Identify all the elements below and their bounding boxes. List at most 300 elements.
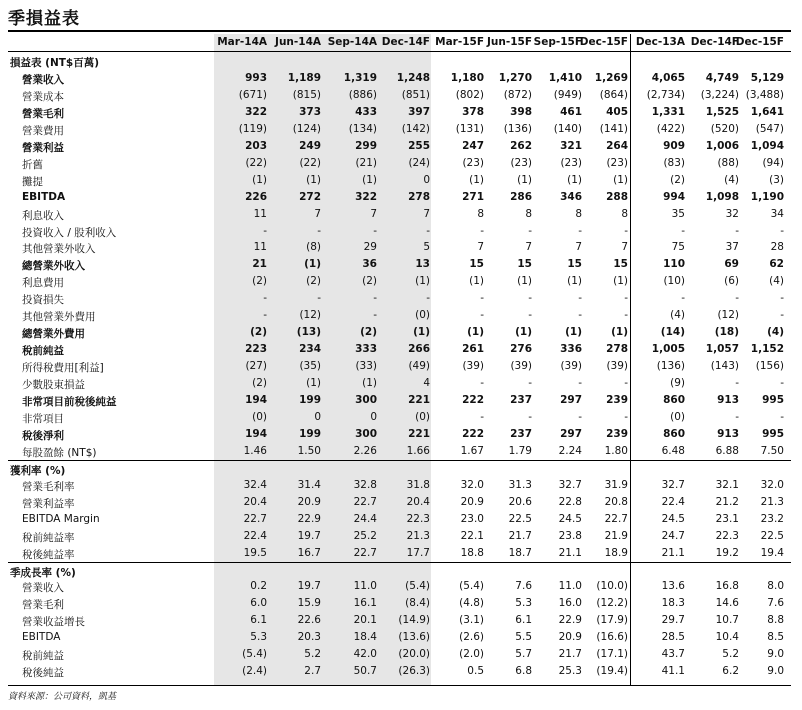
table-cell: 0 — [423, 173, 430, 186]
table-cell: 278 — [408, 190, 430, 203]
table-cell: 264 — [606, 139, 628, 152]
row-label: 獲利率 (%) — [10, 464, 66, 477]
table-cell: 994 — [663, 190, 685, 203]
table-cell: 62 — [769, 258, 784, 271]
table-cell: - — [480, 224, 484, 237]
table-cell: 21.3 — [760, 495, 784, 508]
table-cell: 221 — [408, 394, 430, 406]
column-header: Sep-14A — [327, 36, 377, 48]
table-cell: 21.7 — [508, 529, 532, 542]
table-row — [8, 172, 791, 189]
table-row — [8, 646, 791, 663]
table-cell: 31.9 — [604, 478, 628, 491]
table-cell: (1) — [613, 275, 628, 288]
table-row — [8, 223, 791, 240]
row-label: 利息收入 — [22, 209, 64, 222]
table-cell: 19.4 — [760, 546, 784, 559]
row-label: 營業利益率 — [22, 497, 75, 510]
table-cell: (1) — [306, 173, 321, 186]
table-cell: (13.6) — [398, 631, 430, 644]
table-cell: 32.4 — [243, 478, 267, 491]
row-label: 非常項目前稅後純益 — [22, 396, 117, 408]
table-cell: 13.6 — [661, 580, 685, 593]
table-cell: 913 — [717, 394, 739, 406]
table-cell: (17.9) — [596, 614, 628, 627]
table-cell: 278 — [606, 343, 628, 356]
table-cell: - — [624, 292, 628, 305]
row-label: 稅前純益 — [22, 650, 64, 663]
table-cell: 35 — [671, 207, 685, 220]
row-label: 營業費用 — [22, 124, 64, 137]
table-cell: 1,410 — [548, 71, 582, 84]
table-cell: (2.6) — [459, 631, 484, 644]
table-cell: 20.4 — [406, 495, 430, 508]
table-cell: 20.8 — [604, 495, 628, 508]
table-cell: (2) — [362, 275, 377, 288]
table-cell: (0) — [670, 410, 685, 423]
table-cell: 4,749 — [705, 71, 739, 84]
table-cell: 21.3 — [406, 529, 430, 542]
table-cell: 1,269 — [594, 71, 628, 84]
table-cell: 405 — [606, 105, 628, 118]
column-header: Mar-14A — [217, 36, 267, 48]
table-cell: 24.7 — [661, 529, 685, 542]
table-cell: 28 — [770, 241, 784, 254]
table-cell: (1) — [613, 173, 628, 186]
table-cell: (2) — [670, 173, 685, 186]
row-label: 營業收入 — [22, 73, 64, 86]
table-cell: (5.4) — [405, 580, 430, 593]
table-cell: 300 — [355, 427, 377, 440]
table-cell: 0 — [370, 410, 377, 423]
table-cell: (520) — [710, 122, 739, 135]
table-row — [8, 121, 791, 138]
table-cell: 32.7 — [558, 478, 582, 491]
table-cell: (94) — [762, 156, 784, 169]
table-cell: 286 — [510, 190, 532, 203]
table-cell: (1) — [362, 173, 377, 186]
row-label: EBITDA — [22, 190, 66, 203]
table-cell: 21.7 — [558, 648, 582, 661]
table-row — [8, 443, 791, 460]
table-cell: 42.0 — [353, 648, 377, 661]
table-cell: 1,180 — [450, 71, 484, 84]
table-cell: 6.2 — [722, 665, 739, 678]
table-row — [8, 494, 791, 511]
table-cell: (12) — [717, 309, 739, 322]
table-cell: (8) — [306, 241, 321, 254]
table-cell: (20.0) — [398, 648, 430, 661]
table-cell: 7 — [525, 241, 532, 254]
row-label: 營業毛利 — [22, 599, 64, 612]
table-cell: 11 — [253, 241, 267, 254]
table-cell: 860 — [663, 427, 685, 440]
row-label: 營業收益增長 — [22, 616, 85, 629]
table-cell: (136) — [503, 122, 532, 135]
table-cell: 1,098 — [705, 190, 739, 203]
table-cell: (12.2) — [596, 597, 628, 610]
table-row — [8, 239, 791, 256]
column-header: Mar-15F — [435, 36, 484, 48]
table-cell: (23) — [462, 156, 484, 169]
table-cell: (2) — [250, 326, 267, 339]
table-cell: - — [780, 292, 784, 305]
table-row — [8, 426, 791, 443]
table-cell: 43.7 — [661, 648, 685, 661]
table-cell: - — [528, 309, 532, 322]
table-cell: (815) — [292, 88, 321, 101]
table-cell: (3) — [769, 173, 784, 186]
source-note: 資料來源：公司資料，凱基 — [8, 692, 117, 702]
table-cell: (131) — [455, 122, 484, 135]
table-cell: 239 — [606, 394, 628, 406]
table-cell: 15 — [567, 258, 582, 271]
table-cell: 22.7 — [353, 546, 377, 559]
table-cell: 1.50 — [297, 444, 321, 457]
table-cell: - — [578, 309, 582, 322]
table-cell: (851) — [401, 88, 430, 101]
table-cell: 995 — [762, 394, 784, 406]
table-cell: (49) — [408, 360, 430, 373]
table-cell: (10.0) — [596, 580, 628, 593]
table-row — [8, 578, 791, 595]
table-cell: 15 — [469, 258, 484, 271]
table-cell: (2.4) — [242, 665, 267, 678]
column-header: Dec-15F — [579, 36, 628, 48]
table-cell: (2,734) — [646, 88, 685, 101]
table-cell: - — [681, 224, 685, 237]
table-cell: 9.0 — [767, 665, 784, 678]
table-cell: (872) — [503, 88, 532, 101]
table-cell: 203 — [245, 139, 267, 152]
row-label: 稅後淨利 — [22, 429, 64, 442]
table-cell: - — [263, 292, 267, 305]
table-cell: (1) — [567, 173, 582, 186]
table-row — [8, 341, 791, 358]
table-cell: 249 — [299, 139, 321, 152]
table-cell: 11 — [253, 207, 267, 220]
table-cell: 993 — [245, 71, 267, 84]
table-cell: 237 — [510, 394, 532, 406]
table-cell: (4) — [724, 173, 739, 186]
table-cell: (1) — [565, 326, 582, 339]
table-cell: 16.8 — [715, 580, 739, 593]
table-cell: 1,331 — [651, 105, 685, 118]
row-label: 稅前純益 — [22, 345, 64, 358]
table-cell: 25.3 — [558, 665, 582, 678]
table-row — [8, 545, 791, 562]
table-cell: 15 — [613, 258, 628, 271]
table-cell: (5.4) — [459, 580, 484, 593]
table-cell: (27) — [245, 360, 267, 373]
table-cell: 31.3 — [508, 478, 532, 491]
table-cell: 22.8 — [558, 495, 582, 508]
table-cell: - — [528, 292, 532, 305]
table-cell: (9) — [670, 377, 685, 390]
table-cell: (134) — [348, 122, 377, 135]
table-row — [8, 663, 791, 680]
table-cell: 1,057 — [705, 343, 739, 356]
table-cell: 433 — [355, 105, 377, 118]
table-cell: (14) — [660, 326, 685, 339]
table-cell: (23) — [510, 156, 532, 169]
table-cell: 20.4 — [243, 495, 267, 508]
table-cell: (3.1) — [459, 614, 484, 627]
row-label: 每股盈餘 (NT$) — [22, 446, 97, 459]
table-cell: 397 — [408, 105, 430, 118]
row-label: 總營業外費用 — [22, 328, 85, 341]
row-label: 非常項目 — [22, 412, 64, 425]
table-cell: 22.7 — [353, 495, 377, 508]
table-cell: - — [480, 410, 484, 423]
table-cell: 1,006 — [705, 139, 739, 152]
table-cell: 5.7 — [515, 648, 532, 661]
table-cell: (886) — [348, 88, 377, 101]
table-cell: 17.7 — [406, 546, 430, 559]
table-cell: (140) — [553, 122, 582, 135]
table-cell: 1.66 — [406, 444, 430, 457]
row-label: 季成長率 (%) — [10, 566, 76, 579]
table-cell: - — [528, 224, 532, 237]
table-cell: - — [373, 292, 377, 305]
table-cell: (22) — [299, 156, 321, 169]
table-cell: 14.6 — [715, 597, 739, 610]
table-cell: 2.7 — [304, 665, 321, 678]
column-header-row — [8, 34, 791, 52]
row-label: 所得稅費用[利益] — [22, 362, 104, 375]
table-cell: - — [317, 292, 321, 305]
table-cell: 2.26 — [353, 444, 377, 457]
row-label: 投資收入 / 股利收入 — [22, 226, 117, 239]
table-cell: 1,319 — [343, 71, 377, 84]
table-row — [8, 256, 791, 273]
table-cell: 23.0 — [460, 512, 484, 525]
row-label: 營業毛利 — [22, 107, 64, 120]
table-row — [8, 290, 791, 307]
table-cell: 336 — [560, 343, 582, 356]
table-cell: 8 — [477, 207, 484, 220]
table-row — [8, 562, 791, 580]
table-cell: 1,189 — [287, 71, 321, 84]
table-cell: 194 — [245, 427, 267, 440]
table-cell: 1.80 — [604, 444, 628, 457]
table-cell: 0 — [314, 410, 321, 423]
table-cell: - — [263, 224, 267, 237]
table-cell: (16.6) — [596, 631, 628, 644]
table-cell: (141) — [599, 122, 628, 135]
table-cell: 234 — [299, 343, 321, 356]
table-cell: 24.5 — [558, 512, 582, 525]
table-cell: 22.3 — [715, 529, 739, 542]
table-row — [8, 70, 791, 87]
table-row — [8, 138, 791, 155]
table-cell: 23.2 — [760, 512, 784, 525]
table-cell: (1) — [467, 326, 484, 339]
table-row — [8, 324, 791, 341]
top-rule — [8, 30, 791, 32]
table-cell: (13) — [296, 326, 321, 339]
table-cell: (4) — [769, 275, 784, 288]
table-cell: 50.7 — [353, 665, 377, 678]
table-cell: (18) — [714, 326, 739, 339]
table-cell: 110 — [663, 258, 685, 271]
table-cell: - — [624, 410, 628, 423]
table-cell: - — [480, 309, 484, 322]
table-row — [8, 511, 791, 528]
table-cell: (949) — [553, 88, 582, 101]
table-cell: 346 — [560, 190, 582, 203]
table-cell: 271 — [462, 190, 484, 203]
table-row — [8, 189, 791, 206]
table-cell: 37 — [725, 241, 739, 254]
table-cell: - — [780, 377, 784, 390]
table-cell: 8.0 — [767, 580, 784, 593]
table-cell: 7 — [621, 241, 628, 254]
table-cell: 860 — [663, 394, 685, 406]
column-header: Dec-14F — [381, 36, 430, 48]
table-cell: (4) — [670, 309, 685, 322]
table-cell: (21) — [355, 156, 377, 169]
table-cell: (17.1) — [596, 648, 628, 661]
table-cell: 1,641 — [750, 105, 784, 118]
table-cell: (5.4) — [242, 648, 267, 661]
table-cell: - — [317, 224, 321, 237]
table-cell: 22.4 — [243, 529, 267, 542]
table-cell: 321 — [560, 139, 582, 152]
table-cell: 398 — [510, 105, 532, 118]
table-cell: (39) — [510, 360, 532, 373]
table-cell: - — [624, 224, 628, 237]
table-cell: (0) — [252, 410, 267, 423]
table-cell: 1,094 — [750, 139, 784, 152]
table-cell: (2) — [306, 275, 321, 288]
table-cell: (8.4) — [405, 597, 430, 610]
table-cell: 1,190 — [750, 190, 784, 203]
table-cell: 20.6 — [508, 495, 532, 508]
table-cell: 0.2 — [250, 580, 267, 593]
row-label: EBITDA — [22, 631, 61, 644]
table-cell: 15.9 — [297, 597, 321, 610]
table-cell: 226 — [245, 190, 267, 203]
table-cell: (4) — [767, 326, 784, 339]
table-cell: 18.3 — [661, 597, 685, 610]
table-cell: 21.9 — [604, 529, 628, 542]
table-row — [8, 460, 791, 478]
table-row — [8, 409, 791, 426]
table-cell: 22.3 — [406, 512, 430, 525]
table-cell: - — [780, 309, 784, 322]
table-cell: 10.4 — [715, 631, 739, 644]
table-cell: (1) — [362, 377, 377, 390]
table-cell: 8 — [525, 207, 532, 220]
table-cell: 31.8 — [406, 478, 430, 491]
row-label: 營業利益 — [22, 141, 64, 154]
table-cell: 8 — [575, 207, 582, 220]
table-row — [8, 612, 791, 629]
table-cell: (23) — [606, 156, 628, 169]
table-cell: 20.3 — [297, 631, 321, 644]
table-cell: 24.5 — [661, 512, 685, 525]
table-cell: 8.8 — [767, 614, 784, 627]
table-cell: 23.8 — [558, 529, 582, 542]
table-row — [8, 155, 791, 172]
row-label: 稅後純益率 — [22, 548, 75, 561]
bottom-rule — [8, 685, 791, 686]
table-cell: 15 — [517, 258, 532, 271]
table-cell: 255 — [408, 139, 430, 152]
table-cell: 6.8 — [515, 665, 532, 678]
table-cell: (1) — [567, 275, 582, 288]
table-cell: 4,065 — [651, 71, 685, 84]
table-cell: - — [480, 292, 484, 305]
table-cell: (2) — [360, 326, 377, 339]
table-cell: 32.1 — [715, 478, 739, 491]
table-cell: 20.9 — [460, 495, 484, 508]
column-header: Dec-14F — [690, 36, 739, 48]
row-label: 損益表 (NT$百萬) — [10, 57, 100, 69]
table-cell: (1) — [415, 275, 430, 288]
table-cell: - — [624, 377, 628, 390]
table-cell: 20.9 — [297, 495, 321, 508]
row-label: 稅前純益率 — [22, 531, 75, 544]
table-cell: (19.4) — [596, 665, 628, 678]
table-cell: - — [426, 292, 430, 305]
table-cell: 11.0 — [558, 580, 582, 593]
table-cell: (2) — [252, 377, 267, 390]
table-cell: 199 — [299, 394, 321, 406]
table-cell: 1,152 — [750, 343, 784, 356]
table-cell: 6.1 — [515, 614, 532, 627]
table-cell: 21.1 — [558, 546, 582, 559]
table-cell: 29 — [363, 241, 377, 254]
table-cell: - — [578, 224, 582, 237]
table-cell: 995 — [762, 427, 784, 440]
table-cell: 32.0 — [760, 478, 784, 491]
table-cell: (2.0) — [459, 648, 484, 661]
table-cell: 6.88 — [715, 444, 739, 457]
table-cell: 5.5 — [515, 631, 532, 644]
table-cell: 297 — [560, 394, 582, 406]
table-cell: 7 — [314, 207, 321, 220]
table-cell: 221 — [408, 427, 430, 440]
row-label: 攤提 — [22, 175, 43, 188]
table-cell: 378 — [462, 105, 484, 118]
table-cell: 11.0 — [353, 580, 377, 593]
table-cell: (12) — [299, 309, 321, 322]
table-row — [8, 528, 791, 545]
table-cell: 9.0 — [767, 648, 784, 661]
row-label: 利息費用 — [22, 277, 64, 290]
table-cell: (22) — [245, 156, 267, 169]
row-label: 少數股東損益 — [22, 379, 85, 392]
table-cell: - — [780, 410, 784, 423]
table-row — [8, 53, 791, 70]
table-row — [8, 477, 791, 494]
table-cell: 194 — [245, 394, 267, 406]
table-cell: (1) — [304, 258, 321, 271]
table-cell: (3,488) — [745, 88, 784, 101]
table-cell: - — [735, 292, 739, 305]
table-cell: 288 — [606, 190, 628, 203]
table-cell: 19.5 — [243, 546, 267, 559]
table-cell: 41.1 — [661, 665, 685, 678]
table-cell: 1.67 — [460, 444, 484, 457]
row-label: 總營業外收入 — [22, 260, 85, 273]
table-row — [8, 629, 791, 646]
column-header: Jun-15F — [487, 36, 532, 48]
table-cell: 262 — [510, 139, 532, 152]
table-cell: 6.0 — [250, 597, 267, 610]
